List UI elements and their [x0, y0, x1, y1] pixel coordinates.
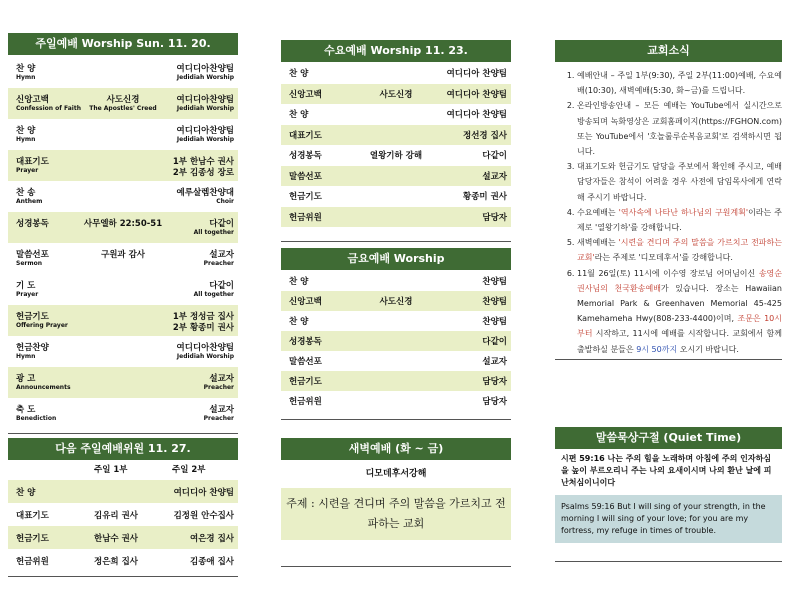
quiet-time-header: 말씀묵상구절 (Quiet Time)	[555, 427, 782, 449]
table-row	[8, 549, 238, 572]
row-content	[281, 149, 511, 161]
row-person	[204, 403, 234, 423]
row-content-text: 김유리 권사	[94, 511, 139, 521]
row-person	[204, 248, 234, 268]
row-label	[289, 67, 308, 79]
table-row	[8, 243, 238, 274]
row-person-second: 2부 황종미 권사	[172, 323, 234, 333]
row-person-text: 1부 정성금 집사	[172, 312, 234, 322]
table-row	[8, 88, 238, 119]
row-label	[289, 275, 308, 287]
row-content-text: 사도신경	[106, 95, 140, 105]
row-person	[482, 275, 507, 287]
table-row	[281, 291, 511, 311]
row-person	[177, 93, 234, 113]
news-text: 라는 주제로 '디모데후서'를 강해합니다.	[594, 253, 733, 263]
row-label	[16, 509, 49, 521]
news-column	[555, 40, 782, 360]
row-person-text: 다같이	[209, 281, 234, 291]
row-label-sub: Prayer	[16, 167, 39, 174]
row-content	[94, 509, 138, 521]
news-text: 시작하고, 11시에 예배를 시작합니다. 교회에서 함께 출발하실 분들은	[577, 329, 782, 354]
row-label	[16, 155, 49, 175]
news-text: 11월 26일(토) 11시에 이수영 장로님 어머님이신	[577, 268, 759, 278]
row-label-text: 말씀선포	[289, 357, 322, 367]
row-person	[190, 555, 234, 567]
table-row	[281, 311, 511, 331]
next-week-col-headers	[8, 460, 238, 480]
row-label-sub: Announcements	[16, 384, 71, 391]
row-label	[289, 108, 308, 120]
table-row	[8, 336, 238, 367]
wednesday-worship-table	[281, 63, 511, 227]
table-row	[8, 367, 238, 398]
row-person	[482, 295, 507, 307]
row-person-text: 여디디아 찬양팀	[446, 89, 507, 100]
row-person	[482, 335, 507, 347]
row-label-text: 찬 송	[16, 188, 36, 198]
row-person-sub: Preacher	[203, 260, 234, 267]
row-label	[16, 186, 42, 206]
row-person	[177, 341, 234, 361]
row-label-text: 신앙고백	[16, 95, 49, 105]
table-row	[281, 271, 511, 291]
quiet-time-english: Psalms 59:16 But I will sing of your strength, in the morning I will sing of your love; for you are my fortress, my refuge in times of trouble.	[555, 495, 782, 543]
next-week-table	[8, 480, 238, 572]
quiet-time-korean: 시편 59:16 나는 주의 힘을 노래하며 아침에 주의 인자하심을 높이 부르오리니 주는 나의 요새이시며 나의 환난 날에 피난처심이니이다	[561, 454, 772, 487]
table-row	[8, 119, 238, 150]
table-row	[281, 104, 511, 125]
divider	[281, 241, 511, 242]
row-person-text: 정선경 집사	[462, 130, 507, 141]
table-row	[8, 274, 238, 305]
row-person-text: 여디디아찬양팀	[176, 95, 234, 105]
row-label	[289, 395, 322, 407]
row-person	[173, 310, 234, 334]
row-label	[289, 355, 322, 367]
row-person-sub: Jedidiah Worship	[176, 74, 234, 81]
divider	[8, 576, 238, 577]
dawn-worship-header: 새벽예배 (화 ~ 금)	[281, 438, 511, 460]
row-label	[16, 62, 35, 82]
row-content-text: 정은희 집사	[94, 557, 139, 567]
row-person	[174, 509, 234, 521]
row-label-text: 기 도	[16, 281, 36, 291]
row-person-text: 찬양팀	[482, 317, 507, 327]
news-text: 가 있습니다. 장소는 Hawaiian Memorial Park & Greenhaven Memorial 45-425 Kamehameha Hwy(808-233-4400)이며,	[577, 283, 782, 324]
row-label	[16, 555, 49, 567]
row-content-text: 구원과 감사	[100, 250, 145, 260]
next-week-header: 다음 주일예배위원 11. 27.	[8, 438, 238, 460]
row-label	[289, 129, 322, 141]
dawn-theme: 주제 : 시련을 견디며 주의 말씀을 가르치고 전파하는 교회	[281, 488, 511, 540]
news-text: 온라인방송안내 – 모든 예배는 YouTube에서 실시간으로 방송되며 녹화영상은 교회홈페이지(https://FGHON.com) 또는 YouTube에서 '호놀룰루순복음교회'로 검색하시면 됩니다.	[577, 101, 782, 157]
table-row	[281, 331, 511, 351]
wednesday-worship-header: 수요예배 Worship 11. 23.	[281, 40, 511, 62]
news-highlight: 송영순 권사님의 천국환송예배	[577, 268, 782, 293]
row-person-text: 다같이	[482, 151, 507, 161]
row-content-text: 사도신경	[379, 89, 413, 100]
row-label-text: 헌금위원	[289, 212, 322, 223]
row-person	[482, 355, 507, 367]
row-person-sub: Jedidiah Worship	[176, 105, 234, 112]
table-row	[281, 63, 511, 84]
news-item	[577, 159, 782, 205]
row-label-text: 신앙고백	[289, 297, 322, 307]
row-person	[447, 67, 507, 79]
news-highlight: '역사속에 나타난 하나님의 구원계획'	[618, 207, 749, 217]
friday-worship-header: 금요예배 Worship	[281, 248, 511, 270]
row-label	[289, 190, 322, 202]
row-label	[16, 532, 49, 544]
row-label-text: 찬 양	[289, 110, 309, 120]
row-person-text: 설교자	[482, 357, 507, 367]
divider	[8, 433, 238, 434]
row-label-sub: Anthem	[16, 198, 43, 205]
row-label-text: 헌금기도	[16, 312, 49, 322]
wednesday-worship-column	[281, 40, 511, 242]
table-row	[8, 305, 238, 336]
news-item	[577, 235, 782, 265]
row-label-text: 헌금위원	[289, 397, 322, 407]
row-content-text: 열왕기하 강해	[369, 151, 423, 161]
dawn-series: 디모데후서강해	[365, 469, 427, 479]
row-person-sub: Jedidiah Worship	[176, 353, 234, 360]
row-person-text: 1부 한남수 권사	[172, 157, 234, 167]
row-person-sub: All together	[193, 229, 234, 236]
news-list	[555, 68, 782, 357]
row-label	[16, 341, 49, 361]
row-label-sub: Confession of Faith	[16, 105, 81, 112]
table-row	[281, 371, 511, 391]
row-person-text: 여디디아 찬양팀	[173, 488, 234, 498]
row-person-text: 설교자	[209, 374, 234, 384]
news-highlight: 9시 50까지	[636, 344, 678, 354]
row-person	[482, 149, 507, 161]
row-person	[482, 170, 507, 182]
row-label	[16, 279, 38, 299]
news-item	[577, 68, 782, 98]
row-person-text: 여디디아 찬양팀	[446, 110, 507, 120]
row-label	[16, 124, 35, 144]
table-row	[281, 125, 511, 146]
row-content	[94, 532, 138, 544]
row-label-sub: Sermon	[16, 260, 42, 267]
row-person-text: 설교자	[482, 171, 507, 182]
row-person	[463, 190, 507, 202]
col2-header: 주일 2부	[172, 465, 206, 475]
row-person-text: 담당자	[482, 212, 507, 223]
table-row	[8, 526, 238, 549]
row-label-text: 헌금기도	[289, 377, 322, 387]
row-label-sub: Hymn	[16, 353, 36, 360]
next-week-column	[8, 438, 238, 577]
row-label-sub: Hymn	[16, 136, 36, 143]
table-row	[8, 150, 238, 181]
row-label	[289, 211, 322, 223]
row-content-sub: The Apostles' Creed	[89, 105, 157, 112]
row-person	[173, 155, 234, 179]
row-label-text: 헌금위원	[16, 557, 49, 567]
row-label-text: 대표기도	[16, 157, 49, 167]
row-content-text: 사무엘하 22:50-51	[83, 219, 163, 229]
table-row	[8, 181, 238, 212]
row-person	[447, 88, 507, 100]
news-header: 교회소식	[555, 40, 782, 62]
friday-worship-column	[281, 248, 511, 420]
row-person	[177, 186, 234, 206]
table-row	[8, 398, 238, 429]
row-label-sub: Prayer	[16, 291, 39, 298]
row-person	[463, 129, 507, 141]
row-person	[204, 372, 234, 392]
row-person-sub: All together	[193, 291, 234, 298]
row-label-text: 성경봉독	[289, 151, 322, 161]
row-label	[289, 375, 322, 387]
row-content-text: 사도신경	[379, 297, 413, 307]
divider	[555, 561, 782, 562]
row-person-text: 찬양팀	[482, 297, 507, 307]
row-label-text: 광 고	[16, 374, 36, 384]
row-label-sub: Benediction	[16, 415, 57, 422]
row-person	[447, 108, 507, 120]
row-person-sub: Preacher	[203, 384, 234, 391]
row-person	[177, 62, 234, 82]
row-label-text: 찬 양	[16, 126, 36, 136]
sunday-worship-column	[8, 33, 238, 434]
row-person	[177, 124, 234, 144]
table-row	[281, 391, 511, 411]
row-person-text: 여디디아찬양팀	[176, 64, 234, 74]
row-person	[190, 532, 234, 544]
table-row	[281, 351, 511, 371]
row-content-text: 한남수 권사	[94, 534, 139, 544]
dawn-worship-column	[281, 438, 511, 567]
row-person	[194, 217, 234, 237]
row-person-text: 설교자	[209, 250, 234, 260]
row-person-text: 여디디아 찬양팀	[446, 69, 507, 79]
friday-worship-table	[281, 271, 511, 411]
table-row	[281, 207, 511, 228]
divider	[555, 359, 782, 360]
sunday-worship-table	[8, 57, 238, 429]
row-label-text: 찬 양	[289, 277, 309, 287]
row-label-text: 헌금찬양	[16, 343, 49, 353]
table-row	[8, 212, 238, 243]
row-person	[194, 279, 234, 299]
row-label-text: 성경봉독	[289, 337, 322, 347]
row-label	[289, 170, 322, 182]
divider	[281, 566, 511, 567]
table-row	[281, 145, 511, 166]
row-person-text: 예루살렘찬양대	[176, 188, 234, 198]
news-item	[577, 205, 782, 235]
row-label-text: 찬 양	[16, 488, 36, 498]
row-label-text: 말씀선포	[16, 250, 49, 260]
news-highlight: '시련을 견디며 주의 말씀을 가르치고 전파하는 교회'	[577, 238, 782, 263]
table-row	[8, 480, 238, 503]
row-label-text: 신앙고백	[289, 89, 322, 100]
row-person	[482, 211, 507, 223]
row-person	[174, 486, 234, 498]
row-label	[16, 310, 68, 330]
row-label-text: 말씀선포	[289, 171, 322, 182]
row-person-text: 여은경 집사	[189, 534, 234, 544]
row-label-text: 찬 양	[289, 317, 309, 327]
news-item	[577, 98, 782, 159]
table-row	[8, 503, 238, 526]
row-person-text: 여디디아찬양팀	[176, 343, 234, 353]
table-row	[281, 84, 511, 105]
col1-header: 주일 1부	[94, 465, 128, 475]
row-label-sub: Hymn	[16, 74, 36, 81]
row-person	[482, 375, 507, 387]
row-person-sub: Preacher	[203, 415, 234, 422]
news-items	[555, 68, 782, 357]
row-label-text: 헌금기도	[16, 534, 49, 544]
row-person-second: 2부 김종성 장로	[172, 168, 234, 178]
row-label-text: 성경봉독	[16, 219, 49, 229]
row-person-text: 찬양팀	[482, 277, 507, 287]
quiet-time-column	[555, 427, 782, 562]
row-person-sub: Jedidiah Worship	[176, 136, 234, 143]
row-person	[482, 395, 507, 407]
news-text: 대표기도와 헌금기도 담당을 주보에서 확인해 주시고, 예배담당자들은 참석이 어려울 경우 사전에 담임목사에게 연락해 주시기 바랍니다.	[577, 162, 782, 202]
row-person-sub: Choir	[216, 198, 234, 205]
row-label-text: 축 도	[16, 405, 36, 415]
sunday-worship-header: 주일예배 Worship Sun. 11. 20.	[8, 33, 238, 55]
news-highlight: 조문은 10시부터	[577, 314, 782, 339]
row-person-text: 다같이	[482, 337, 507, 347]
table-row	[281, 166, 511, 187]
row-label-text: 찬 양	[289, 69, 309, 79]
row-label	[289, 335, 322, 347]
row-label	[16, 403, 56, 423]
row-content	[94, 555, 138, 567]
row-person-text: 김정원 안수집사	[173, 511, 234, 521]
table-row	[8, 57, 238, 88]
row-label	[16, 486, 35, 498]
row-person-text: 황종미 권사	[462, 192, 507, 202]
row-label	[289, 315, 308, 327]
row-label-text: 찬 양	[16, 64, 36, 74]
row-label	[16, 372, 71, 392]
row-label-sub: Offering Prayer	[16, 322, 68, 329]
row-person-text: 다같이	[209, 219, 234, 229]
news-text: 오시기 바랍니다.	[677, 344, 739, 354]
row-label-text: 헌금기도	[289, 192, 322, 202]
row-person-text: 여디디아찬양팀	[176, 126, 234, 136]
row-person	[482, 315, 507, 327]
news-text: 수요예배는	[577, 207, 619, 217]
row-label-text: 대표기도	[289, 130, 322, 141]
row-content	[281, 295, 511, 307]
news-text: 새벽예배는	[577, 238, 619, 248]
news-text: 이라는 주제로 '열왕기하'를 강해합니다.	[577, 207, 782, 233]
divider	[281, 419, 511, 420]
table-row	[281, 186, 511, 207]
row-person-text: 설교자	[209, 405, 234, 415]
row-person-text: 담당자	[482, 377, 507, 387]
row-label-text: 대표기도	[16, 511, 49, 521]
row-person-text: 김종애 집사	[189, 557, 234, 567]
row-person-text: 담당자	[482, 397, 507, 407]
news-item	[577, 266, 782, 357]
news-text: 예배안내 – 주일 1부(9:30), 주일 2부(11:00)예배, 수요예배(10:30), 새벽예배(5:30, 화~금)를 드립니다.	[577, 71, 782, 96]
